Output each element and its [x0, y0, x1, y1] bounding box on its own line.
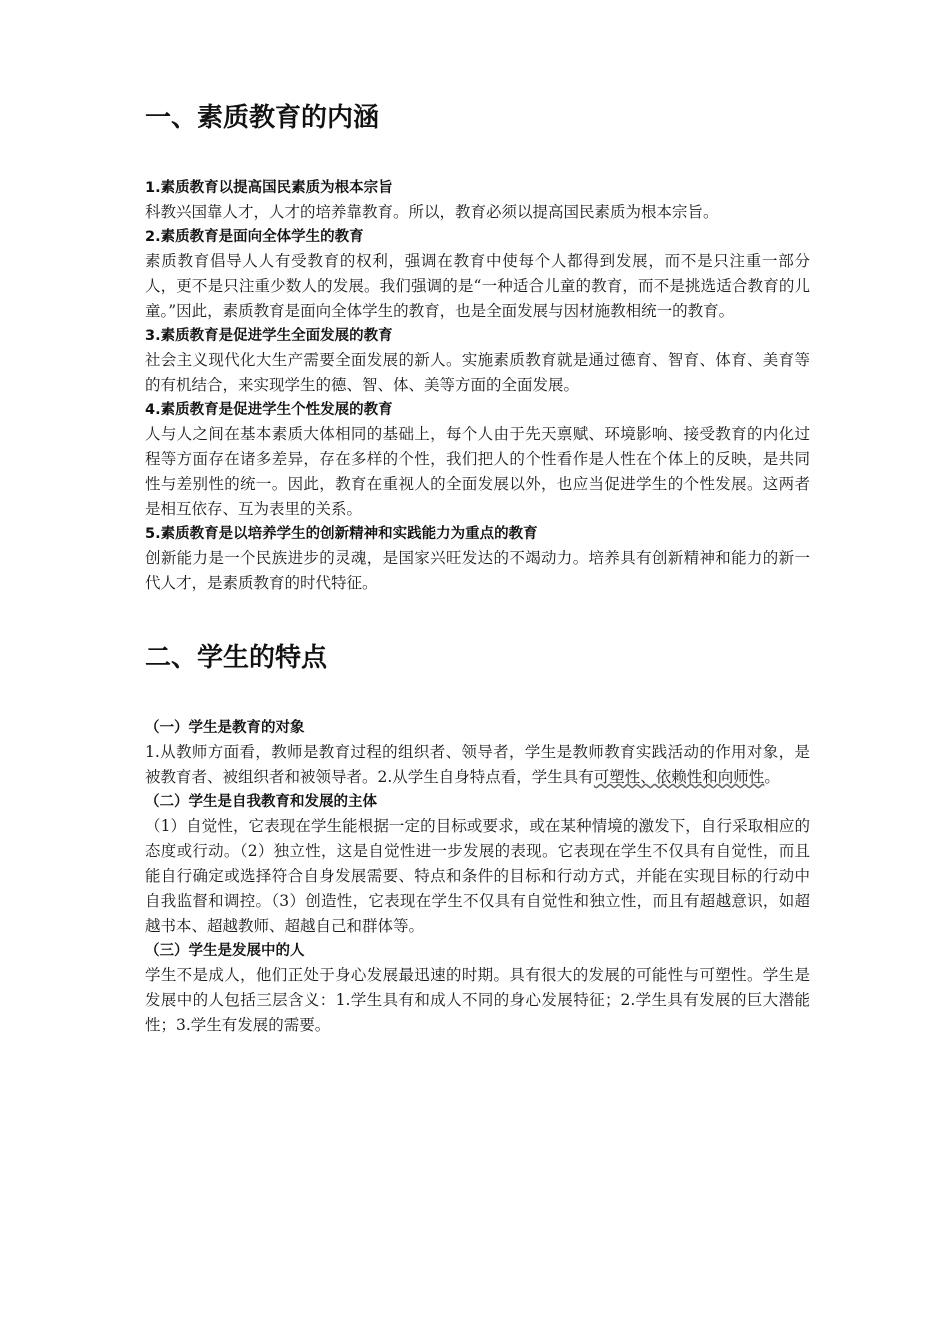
spacer: [145, 138, 810, 176]
spacer: [145, 678, 810, 716]
item5-heading: 5.素质教育是以培养学生的创新精神和实践能力为重点的教育: [145, 526, 538, 542]
sub2-heading: （二）学生是自我教育和发展的主体: [145, 794, 377, 810]
sub3-body: 学生不是成人，他们正处于身心发展最迅速的时期。具有很大的发展的可能性与可塑性。学生是发展中的人包括三层含义：1.学生具有和成人不同的身心发展特征；2.学生具有发展的巨大潜能性；3.学生有发展的需要。: [145, 966, 810, 1034]
item4-heading: 4.素质教育是促进学生个性发展的教育: [145, 402, 393, 418]
sub2-body: （1）自觉性，它表现在学生能根据一定的目标或要求，或在某种情境的激发下，自行采取相应的态度或行动。（2）独立性，这是自觉性进一步发展的表现。它表现在学生不仅具有自觉性，而且能自行确定或选择符合自身发展需要、特点和条件的目标和行动方式，并能在实现目标的行动中自我监督和调控。（3）创造性，它表现在学生不仅具有自觉性和独立性，而且有超越意识，如超越书本、超越教师、超越自己和群体等。: [145, 817, 810, 935]
sub1-heading: （一）学生是教育的对象: [145, 720, 305, 736]
sub1-body-end: 。: [764, 768, 780, 786]
document-content: [145, 98, 810, 1038]
section1-title: 一、素质教育的内涵: [145, 103, 380, 133]
item2-heading: 2.素质教育是面向全体学生的教育: [145, 229, 364, 245]
sub3-heading: （三）学生是发展中的人: [145, 943, 305, 959]
sub1-body-text: 1.从教师方面看，教师是教育过程的组织者、领导者，学生是教师教育实践活动的作用对象，是被教育者、被组织者和被领导者。2.从学生自身特点看，学生具有: [145, 743, 810, 786]
item3-heading: 3.素质教育是促进学生全面发展的教育: [145, 328, 393, 344]
item3-body: 社会主义现代化大生产需要全面发展的新人。实施素质教育就是通过德育、智育、体育、美育等的有机结合，来实现学生的德、智、体、美等方面的全面发展。: [145, 351, 810, 394]
sub1-body: [145, 740, 810, 790]
item4-body: 人与人之间在基本素质大体相同的基础上，每个人由于先天禀赋、环境影响、接受教育的内化过程等方面存在诸多差异，存在多样的个性，我们把人的个性看作是人性在个体上的反映，是共同性与差别性的统一。因此，教育在重视人的全面发展以外，也应当促进学生的个性发展。这两者是相互依存、互为表里的关系。: [145, 425, 810, 518]
sub1-underlined-text: 可塑性、依赖性和向师性: [593, 768, 765, 786]
item1-body: 科教兴国靠人才，人才的培养靠教育。所以，教育必须以提高国民素质为根本宗旨。: [145, 203, 719, 221]
item2-body: 素质教育倡导人人有受教育的权利，强调在教育中使每个人都得到发展，而不是只注重一部分人，更不是只注重少数人的发展。我们强调的是“一种适合儿童的教育，而不是挑选适合教育的儿童。”因此，素质教育是面向全体学生的教育，也是全面发展与因材施教相统一的教育。: [145, 252, 810, 320]
section2-title: 二、学生的特点: [145, 643, 328, 673]
item5-body: 创新能力是一个民族进步的灵魂，是国家兴旺发达的不竭动力。培养具有创新精神和能力的新一代人才，是素质教育的时代特征。: [145, 549, 810, 592]
item1-heading: 1.素质教育以提高国民素质为根本宗旨: [145, 180, 393, 196]
